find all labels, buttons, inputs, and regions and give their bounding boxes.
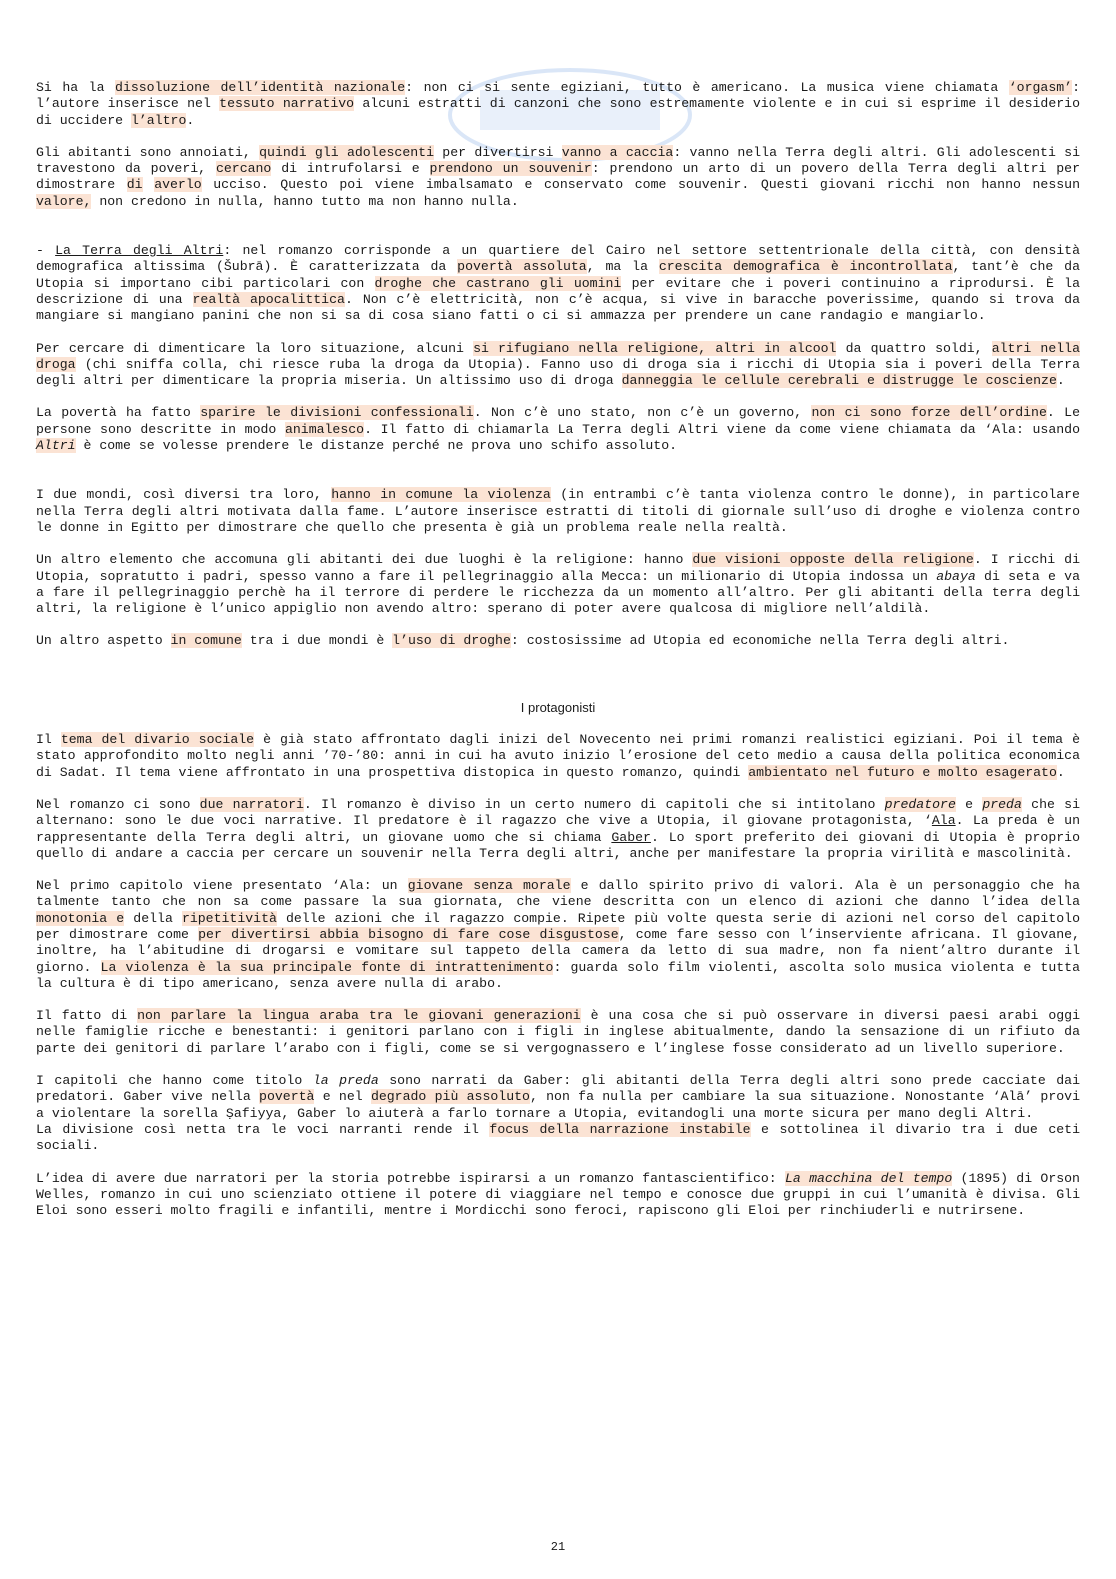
highlighted-text: due narratori: [199, 796, 304, 812]
highlighted-text: La macchina del tempo: [784, 1170, 953, 1186]
text-run: . Il fatto di chiamarla La Terra degli Altri viene da come viene chiamata da ‘Ala: usando: [364, 421, 1081, 437]
highlighted-text: non ci sono forze dell’ordine: [811, 405, 1047, 421]
highlighted-text: ambientato nel futuro e molto esagerato: [748, 764, 1057, 780]
paragraph: [36, 732, 1080, 781]
text-run: e nel: [314, 1089, 371, 1105]
highlighted-text: crescita demografica è incontrollata: [658, 259, 953, 275]
text-run: La povertà ha fatto: [36, 405, 201, 421]
highlighted-text: animalesco: [284, 421, 365, 437]
text-run: -: [36, 243, 56, 259]
text-run: che si alternano: sono le due voci narrative. Il predatore è il ragazzo che vive a Utopia, il giovane protagonista, ‘: [36, 796, 1080, 829]
text-run: Nel primo capitolo viene presentato ‘Ala: un: [36, 878, 408, 894]
text-run: .: [1056, 373, 1065, 389]
highlighted-text: predatore: [884, 796, 956, 812]
text-run: . Le persone sono descritte in modo: [36, 405, 1081, 437]
paragraph: [36, 243, 1080, 324]
highlighted-text: giovane senza morale: [407, 878, 571, 894]
text-run: è come se volesse prendere le distanze perché ne prova uno schifo assoluto.: [75, 438, 678, 454]
document-body: [36, 80, 1080, 1219]
text-run: : l’autore inserisce nel: [36, 80, 1080, 112]
text-run: tra i due mondi è: [241, 633, 393, 649]
text-run: per evitare che i poveri continuino a riprodursi. È la descrizione di una: [36, 275, 1081, 307]
paragraph: [36, 1073, 1080, 1154]
underlined-text: La Terra degli Altri: [55, 243, 224, 259]
paragraph: [36, 552, 1080, 617]
text-run: delle azioni che il ragazzo compie. Ripete più volte questa serie di azioni nel corso del capitolo per dimostrare come: [36, 910, 1081, 942]
section-heading: I protagonisti: [520, 699, 596, 715]
paragraph: [36, 341, 1080, 390]
highlighted-text: dissoluzione dell’identità nazionale: [115, 80, 406, 95]
paragraph: [36, 405, 1080, 454]
text-run: , non fa nulla per cambiare la sua situazione. Nonostante ‘Alā’ provi a violentare la sorella Ṣafiyya, Gaber lo aiuterà a farlo tornare a Utopia, evitandogli una morte sicura per mano degli Altri.: [36, 1089, 1080, 1121]
text-run: : nel romanzo corrisponde a un quartiere del Cairo nel settore settentrionale della città, con densità demografica altissima (Šubrā). È caratterizzata da: [36, 243, 1080, 275]
text-run: (1895) di Orson Welles, romanzo in cui uno scienziato ottiene il potere di viaggiare nel tempo e conosce due gruppi in cui l’umanità è divisa. Gli Eloi sono esseri molto fragili e infantili, mentre i Mordicchi sono feroci, rapiscono gli Eloi per rinchiuderli e nutrirsene.: [36, 1170, 1080, 1219]
text-run: , come fare sesso con l’inserviente africana. Il giovane, inoltre, ha l’abitudine di drogarsi e vomitare sul tappeto della camera da letto di sua madre, non fa nient’altro durante il giorno.: [36, 926, 1080, 975]
highlighted-text: Altri: [36, 438, 76, 454]
text-run: da quattro soldi,: [836, 340, 992, 356]
text-run: Il fatto di: [36, 1008, 138, 1024]
highlighted-text: altri nella droga: [36, 340, 1080, 372]
text-run: : vanno nella Terra degli altri. Gli adolescenti si travestono da poveri,: [36, 144, 1081, 177]
highlighted-text: l’uso di droghe: [392, 633, 511, 649]
text-run: sono narrati da Gaber: gli abitanti della Terra degli altri sono prede cacciate dai predatori. Gaber vive nella: [36, 1073, 1081, 1105]
highlighted-text: si rifugiano nella religione, altri in alcool: [473, 340, 837, 356]
text-run: Nel romanzo ci sono: [36, 796, 200, 812]
highlighted-text: l’altro: [130, 112, 187, 128]
highlighted-text: hanno in comune la violenza: [331, 487, 551, 503]
paragraph: [36, 80, 1080, 129]
text-run: alcuni estratti di canzoni che sono estremamente violente e in cui si esprime il desiderio di uccidere: [36, 96, 1080, 128]
text-run: della: [124, 910, 182, 926]
highlighted-text: due visioni opposte della religione: [692, 552, 974, 568]
text-run: è già stato affrontato dagli inizi del Novecento nei primi romanzi realistici egiziani. Poi il tema è stato approfondito molto negli anni ’70-’80: anni in cui ha avuto inizio l’erosione del ceto medio a causa della politica economica di Sadat. Il tema viene affrontato in una prospettiva distopica in questo romanzo, quindi: [36, 732, 1080, 780]
highlighted-text: danneggia le cellule cerebrali e distrugge le coscienze: [621, 373, 1057, 389]
text-run: di seta e va a fare il pellegrinaggio perchè ha il terrore di perdere le ricchezza da un momento all’altro. Per gli abitanti della terra degli altri, la religione è l’unico appiglio non avendo altro: sperano di poter avere qualcosa di migliore nell’aldilà.: [36, 568, 1080, 617]
highlighted-text: prendono un souvenir: [429, 161, 592, 177]
paragraph: [36, 878, 1080, 992]
underlined-text: Ala: [931, 813, 956, 829]
text-run: Un altro elemento che accomuna gli abitanti dei due luoghi è la religione: hanno: [36, 552, 693, 568]
underlined-text: Gaber: [611, 829, 651, 845]
text-run: e dallo spirito privo di valori. Ala è un personaggio che ha talmente tanto che non sa come passare la sua giornata, che viene descritta con un elenco di azioni che danno l’idea della: [36, 878, 1081, 910]
text-run: . La preda è un rappresentante della Terra degli altri, un giovane uomo che si chiama: [36, 813, 1080, 845]
text-run: e: [955, 796, 983, 812]
text-run: , tant’è che da Utopia si importano cibi particolari con: [36, 259, 1081, 291]
text-run: Si ha la: [36, 80, 116, 95]
text-run: . Non c’è elettricità, non c’è acqua, si vive in baracche poverissime, quando si trova da mangiare si mangiano panini che non si sa di cosa siano fatti o ci si ammazza per prendere un cane randagio e mangiarlo.: [36, 291, 1080, 324]
highlighted-text: tema del divario sociale: [60, 732, 255, 748]
paragraph: [36, 487, 1080, 536]
highlighted-text: di: [126, 177, 143, 193]
paragraph: [36, 1171, 1080, 1220]
text-run: I capitoli che hanno come titolo: [36, 1073, 313, 1089]
text-run: .: [186, 112, 195, 128]
highlighted-text: realtà apocalittica: [192, 291, 345, 307]
text-run: I due mondi, così diversi tra loro,: [36, 487, 332, 503]
highlighted-text: tessuto narrativo: [219, 96, 355, 112]
text-run: L’idea di avere due narratori per la storia potrebbe ispirarsi a un romanzo fantascientifico:: [36, 1170, 785, 1186]
highlighted-text: cercano: [215, 161, 272, 177]
text-run: : non ci si sente egiziani, tutto è americano. La musica viene chiamata: [405, 80, 1009, 95]
text-run: la preda: [312, 1073, 379, 1089]
text-run: per divertirsi: [434, 144, 562, 160]
text-run: . Non c’è uno stato, non c’è un governo,: [473, 405, 812, 421]
page-number: 21: [550, 1540, 566, 1554]
highlighted-text: non parlare la lingua araba tra le giovani generazioni: [137, 1008, 581, 1024]
text-run: .: [1056, 764, 1065, 780]
text-run: , ma la: [586, 259, 659, 275]
highlighted-text: ‘orgasm’: [1008, 80, 1073, 95]
highlighted-text: focus della narrazione instabile: [489, 1121, 751, 1137]
highlighted-text: quindi gli adolescenti: [259, 144, 434, 160]
highlighted-text: averlo: [154, 177, 202, 193]
text-run: è una cosa che si può osservare in diversi paesi arabi oggi nelle famiglie ricche e benestanti: i genitori parlano con i figli in inglese abitualmente, dando la sensazione di un rifiuto da parte dei genitori di parlare l’arabo con i figli, come se si vergognassero e l’inglese fosse considerato ad un livello superiore.: [36, 1008, 1080, 1056]
text-run: La divisione così netta tra le voci narranti rende il: [36, 1121, 490, 1137]
paragraph: [36, 1008, 1080, 1057]
text-run: ucciso. Questo poi viene imbalsamato e conservato come souvenir. Questi giovani ricchi non hanno nessun: [201, 177, 1080, 193]
highlighted-text: per divertirsi abbia bisogno di fare cose disgustose: [198, 926, 619, 942]
paragraph: [36, 633, 1080, 649]
paragraph: [36, 797, 1080, 862]
highlighted-text: povertà assoluta: [457, 259, 587, 275]
text-run: : costosissime ad Utopia ed economiche nella Terra degli altri.: [510, 633, 1010, 649]
text-run: (chi sniffa colla, chi riesce ruba la droga da Utopia). Fanno uso di droga sia i ricchi di Utopia sia i poveri della Terra degli altri per dimenticare la propria miseria. Un altissimo uso di droga: [36, 356, 1080, 389]
text-run: : guarda solo film violenti, ascolta solo musica violenta e tutta la cultura è di tipo americano, senza avere nulla di arabo.: [36, 959, 1080, 991]
highlighted-text: valore,: [36, 193, 92, 209]
text-run: (in entrambi c’è tanta violenza contro le donne), in particolare nella Terra degli altri motivata dalla fame. L’autore inserisce estratti di titoli di giornale sull’uso di droghe e violenza contro le donne in Egitto per dimostrare che quello che presenta è già un problema reale nella realtà.: [36, 487, 1080, 535]
text-run: Un altro aspetto: [36, 633, 171, 649]
paragraph: [36, 145, 1080, 210]
text-run: e sottolinea il divario tra i due ceti sociali.: [36, 1121, 1080, 1154]
highlighted-text: povertà: [259, 1089, 315, 1105]
text-run: di intrufolarsi e: [271, 161, 430, 177]
highlighted-text: sparire le divisioni confessionali: [200, 405, 474, 421]
text-run: Gli abitanti sono annoiati,: [36, 144, 260, 160]
text-run: : prendono un arto di un povero della Terra degli altri per dimostrare: [36, 161, 1080, 193]
highlighted-text: vanno a caccia: [561, 144, 674, 160]
text-run: non credono in nulla, hanno tutto ma non hanno nulla.: [91, 193, 519, 209]
highlighted-text: preda: [982, 796, 1022, 812]
text-run: [143, 177, 155, 192]
text-run: . I ricchi di Utopia, sopratutto i padri, spesso vanno a fare il pellegrinaggio alla Mecca: un milionario di Utopia indossa un: [36, 552, 1080, 584]
text-run: . Il romanzo è diviso in un certo numero di capitoli che si intitolano: [303, 796, 885, 812]
highlighted-text: droghe che castrano gli uomini: [374, 275, 622, 291]
text-run: . Lo sport preferito dei giovani di Utopia è proprio quello di andare a caccia per cercare un souvenir nella Terra degli altri, anche per manifestare la propria virilità e mascolinità.: [36, 829, 1080, 861]
highlighted-text: ripetitività: [181, 910, 277, 926]
highlighted-text: in comune: [170, 633, 242, 649]
text-run: Il: [36, 732, 61, 748]
text-run: Per cercare di dimenticare la loro situazione, alcuni: [36, 340, 474, 356]
highlighted-text: degrado più assoluto: [370, 1089, 530, 1105]
highlighted-text: monotonia e: [36, 910, 125, 926]
text-run: abaya: [936, 568, 976, 584]
highlighted-text: La violenza è la sua principale fonte di intrattenimento: [100, 959, 554, 975]
